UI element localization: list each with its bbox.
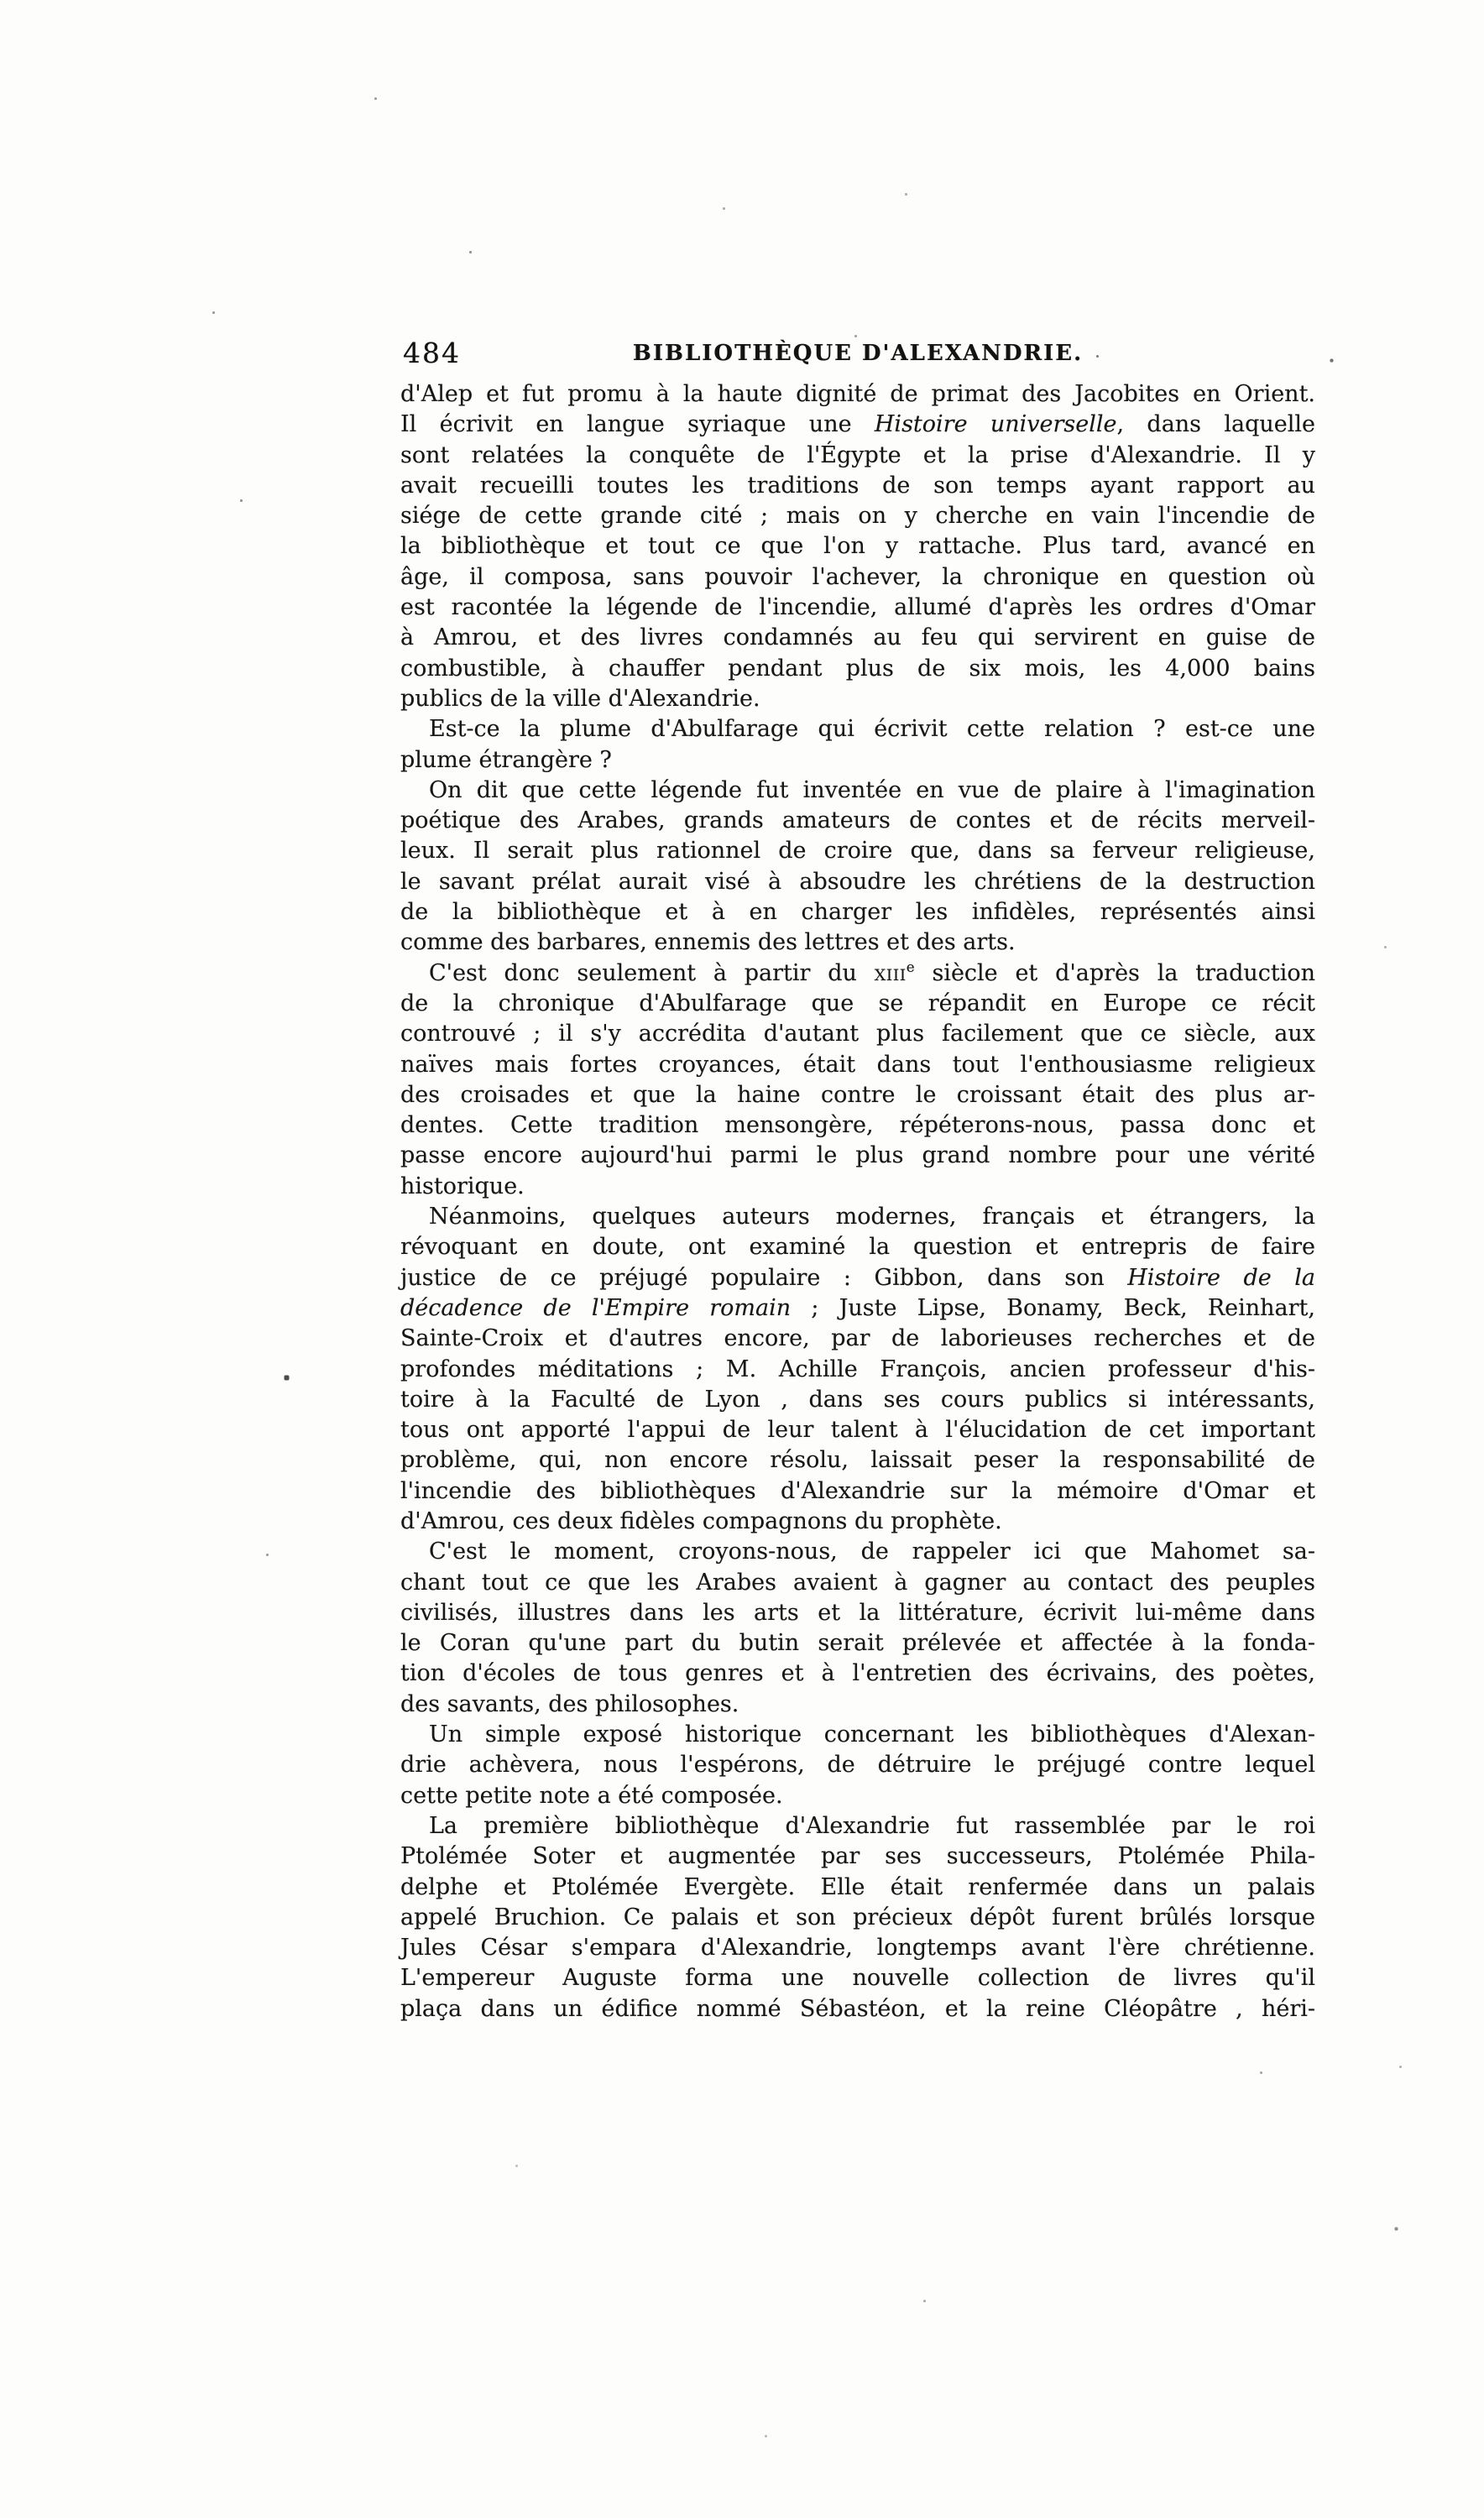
- text-line: [400, 1903, 1315, 1933]
- text-segment: plume étrangère ?: [400, 746, 612, 773]
- text-line: [400, 1415, 1315, 1445]
- text-segment: le Coran qu'une part du butin serait prélevée et affectée à la fonda-: [400, 1630, 1315, 1657]
- text-segment: appelé Bruchion. Ce palais et son précieux dépôt furent brûlés lorsque: [400, 1904, 1315, 1930]
- italic-text: décadence de l'Empire romain: [400, 1294, 792, 1321]
- text-segment: , dans laquelle: [1116, 411, 1315, 438]
- text-segment: profondes méditations ; M. Achille François, ancien professeur d'his-: [400, 1356, 1315, 1382]
- text-line: [400, 1202, 1315, 1232]
- text-line: [400, 1507, 1315, 1537]
- text-segment: d'Alep et fut promu à la haute dignité de primat des Jacobites en Orient.: [400, 381, 1315, 407]
- paragraph: [400, 959, 1315, 1202]
- text-line: [400, 1141, 1315, 1171]
- text-line: [400, 1293, 1315, 1324]
- text-segment: de la bibliothèque et à en charger les infidèles, représentés ainsi: [400, 899, 1315, 926]
- text-line: [400, 531, 1315, 562]
- text-segment: combustible, à chauffer pendant plus de six mois, les 4,000 bains: [400, 655, 1315, 682]
- text-segment: C'est le moment, croyons-nous, de rappeler ici que Mahomet sa-: [429, 1538, 1315, 1565]
- text-line: [400, 927, 1315, 958]
- text-line: [400, 623, 1315, 653]
- text-line: [400, 654, 1315, 684]
- text-segment: civilisés, illustres dans les arts et la littérature, écrivit lui-même dans: [400, 1599, 1315, 1626]
- page-number: 484: [403, 337, 461, 369]
- smallcaps-text: xiii: [874, 959, 907, 986]
- text-segment: d'Amrou, ces deux fidèles compagnons du prophète.: [400, 1507, 1002, 1534]
- text-segment: Ptolémée Soter et augmentée par ses successeurs, Ptolémée Phila-: [400, 1843, 1315, 1870]
- text-segment: siècle et d'après la traduction: [914, 959, 1315, 986]
- text-segment: problème, qui, non encore résolu, laissait peser la responsabilité de: [400, 1447, 1315, 1474]
- text-segment: historique.: [400, 1173, 525, 1199]
- text-line: [400, 1568, 1315, 1598]
- text-segment: Un simple exposé historique concernant les bibliothèques d'Alexan-: [429, 1721, 1315, 1748]
- text-segment: ; Juste Lipse, Bonamy, Beck, Reinhart,: [791, 1294, 1315, 1321]
- text-segment: est racontée la légende de l'incendie, allumé d'après les ordres d'Omar: [400, 594, 1315, 621]
- text-line: [400, 989, 1315, 1019]
- text-line: [400, 1050, 1315, 1080]
- text-line: [400, 684, 1315, 714]
- text-segment: On dit que cette légende fut inventée en vue de plaire à l'imagination: [429, 776, 1315, 803]
- text-segment: delphe et Ptolémée Evergète. Elle était renfermée dans un palais: [400, 1873, 1315, 1900]
- superscript-text: e: [906, 958, 915, 975]
- text-line: [400, 593, 1315, 623]
- text-line: [400, 1841, 1315, 1872]
- text-segment: des croisades et que la haine contre le croissant était des plus ar-: [400, 1081, 1315, 1108]
- text-segment: Est-ce la plume d'Abulfarage qui écrivit cette relation ? est-ce une: [429, 716, 1315, 743]
- text-line: [400, 1445, 1315, 1476]
- text-segment: controuvé ; il s'y accrédita d'autant plus facilement que ce siècle, aux: [400, 1021, 1315, 1047]
- text-segment: naïves mais fortes croyances, était dans tout l'enthousiasme religieux: [400, 1051, 1315, 1078]
- paragraph: [400, 714, 1315, 776]
- text-line: [400, 1963, 1315, 1993]
- text-segment: Sainte-Croix et d'autres encore, par de laborieuses recherches et de: [400, 1325, 1315, 1352]
- text-line: [400, 1811, 1315, 1841]
- text-segment: l'incendie des bibliothèques d'Alexandrie sur la mémoire d'Omar et: [400, 1477, 1315, 1504]
- text-segment: chant tout ce que les Arabes avaient à gagner au contact des peuples: [400, 1569, 1315, 1596]
- text-line: [400, 562, 1315, 593]
- text-segment: tous ont apporté l'appui de leur talent à l'élucidation de cet important: [400, 1417, 1315, 1444]
- text-line: [400, 1263, 1315, 1293]
- paragraph: [400, 1720, 1315, 1811]
- text-segment: révoquant en doute, ont examiné la question et entrepris de faire: [400, 1234, 1315, 1261]
- text-segment: Néanmoins, quelques auteurs modernes, français et étrangers, la: [429, 1204, 1315, 1230]
- text-segment: passe encore aujourd'hui parmi le plus grand nombre pour une vérité: [400, 1142, 1315, 1169]
- text-line: [400, 1690, 1315, 1720]
- text-segment: la bibliothèque et tout ce que l'on y rattache. Plus tard, avancé en: [400, 533, 1315, 560]
- text-line: [400, 776, 1315, 806]
- text-line: [400, 1019, 1315, 1049]
- text-segment: âge, il composa, sans pouvoir l'achever, la chronique en question où: [400, 563, 1315, 590]
- text-segment: toire à la Faculté de Lyon , dans ses cours publics si intéressants,: [400, 1386, 1315, 1413]
- text-block: [400, 379, 1315, 2024]
- text-line: [400, 1110, 1315, 1141]
- text-segment: dentes. Cette tradition mensongère, répéterons-nous, passa donc et: [400, 1112, 1315, 1139]
- text-line: [400, 1781, 1315, 1811]
- text-line: [400, 441, 1315, 471]
- text-segment: La première bibliothèque d'Alexandrie fut rassemblée par le roi: [429, 1812, 1315, 1839]
- text-segment: Il écrivit en langue syriaque une: [400, 411, 875, 438]
- text-line: [400, 1873, 1315, 1903]
- text-segment: avait recueilli toutes les traditions de son temps ayant rapport au: [400, 472, 1315, 499]
- text-segment: drie achèvera, nous l'espérons, de détruire le préjugé contre lequel: [400, 1752, 1315, 1779]
- text-line: [400, 745, 1315, 776]
- text-segment: publics de la ville d'Alexandrie.: [400, 685, 760, 712]
- paragraph: [400, 1811, 1315, 2024]
- text-segment: justice de ce préjugé populaire : Gibbon, dans son: [400, 1264, 1128, 1291]
- text-segment: leux. Il serait plus rationnel de croire que, dans sa ferveur religieuse,: [400, 838, 1315, 865]
- text-line: [400, 1933, 1315, 1963]
- text-segment: plaça dans un édifice nommé Sébastéon, et la reine Cléopâtre , héri-: [400, 1995, 1315, 2022]
- scan-noise-speckles: [0, 0, 1, 1]
- text-segment: comme des barbares, ennemis des lettres et des arts.: [400, 929, 1016, 956]
- text-line: [400, 1628, 1315, 1659]
- text-segment: de la chronique d'Abulfarage que se répandit en Europe ce récit: [400, 990, 1315, 1016]
- paragraph: [400, 1202, 1315, 1537]
- text-line: [400, 1598, 1315, 1628]
- text-segment: siége de cette grande cité ; mais on y cherche en vain l'incendie de: [400, 503, 1315, 530]
- text-line: [400, 1994, 1315, 2024]
- paragraph: [400, 1537, 1315, 1720]
- paragraph: [400, 379, 1315, 714]
- text-line: [400, 1324, 1315, 1354]
- text-line: [400, 836, 1315, 866]
- italic-text: Histoire de la: [1127, 1264, 1315, 1291]
- paragraph: [400, 776, 1315, 959]
- text-line: [400, 410, 1315, 440]
- text-line: [400, 379, 1315, 410]
- text-segment: cette petite note a été composée.: [400, 1782, 783, 1809]
- text-segment: à Amrou, et des livres condamnés au feu qui servirent en guise de: [400, 624, 1315, 651]
- text-segment: sont relatées la conquête de l'Égypte et la prise d'Alexandrie. Il y: [400, 441, 1315, 468]
- text-line: [400, 1232, 1315, 1262]
- running-title: BIBLIOTHÈQUE D'ALEXANDRIE.: [632, 341, 1084, 366]
- text-line: [400, 1720, 1315, 1750]
- text-segment: tion d'écoles de tous genres et à l'entretien des écrivains, des poètes,: [400, 1660, 1315, 1687]
- text-line: [400, 959, 1315, 989]
- text-line: [400, 867, 1315, 897]
- text-line: [400, 1355, 1315, 1385]
- text-line: [400, 1385, 1315, 1415]
- text-segment: des savants, des philosophes.: [400, 1690, 739, 1717]
- text-line: [400, 806, 1315, 836]
- text-line: [400, 1750, 1315, 1780]
- text-segment: L'empereur Auguste forma une nouvelle collection de livres qu'il: [400, 1965, 1315, 1992]
- text-line: [400, 714, 1315, 744]
- text-line: [400, 1537, 1315, 1567]
- text-line: [400, 471, 1315, 501]
- text-line: [400, 1080, 1315, 1110]
- text-line: [400, 897, 1315, 927]
- italic-text: Histoire universelle: [874, 411, 1117, 438]
- text-segment: poétique des Arabes, grands amateurs de contes et de récits merveil-: [400, 807, 1315, 834]
- text-line: [400, 1172, 1315, 1202]
- text-segment: le savant prélat aurait visé à absoudre les chrétiens de la destruction: [400, 868, 1315, 895]
- text-line: [400, 1659, 1315, 1689]
- text-line: [400, 501, 1315, 531]
- text-line: [400, 1476, 1315, 1507]
- text-segment: C'est donc seulement à partir du: [429, 959, 875, 986]
- text-segment: Jules César s'empara d'Alexandrie, longtemps avant l'ère chrétienne.: [400, 1935, 1315, 1962]
